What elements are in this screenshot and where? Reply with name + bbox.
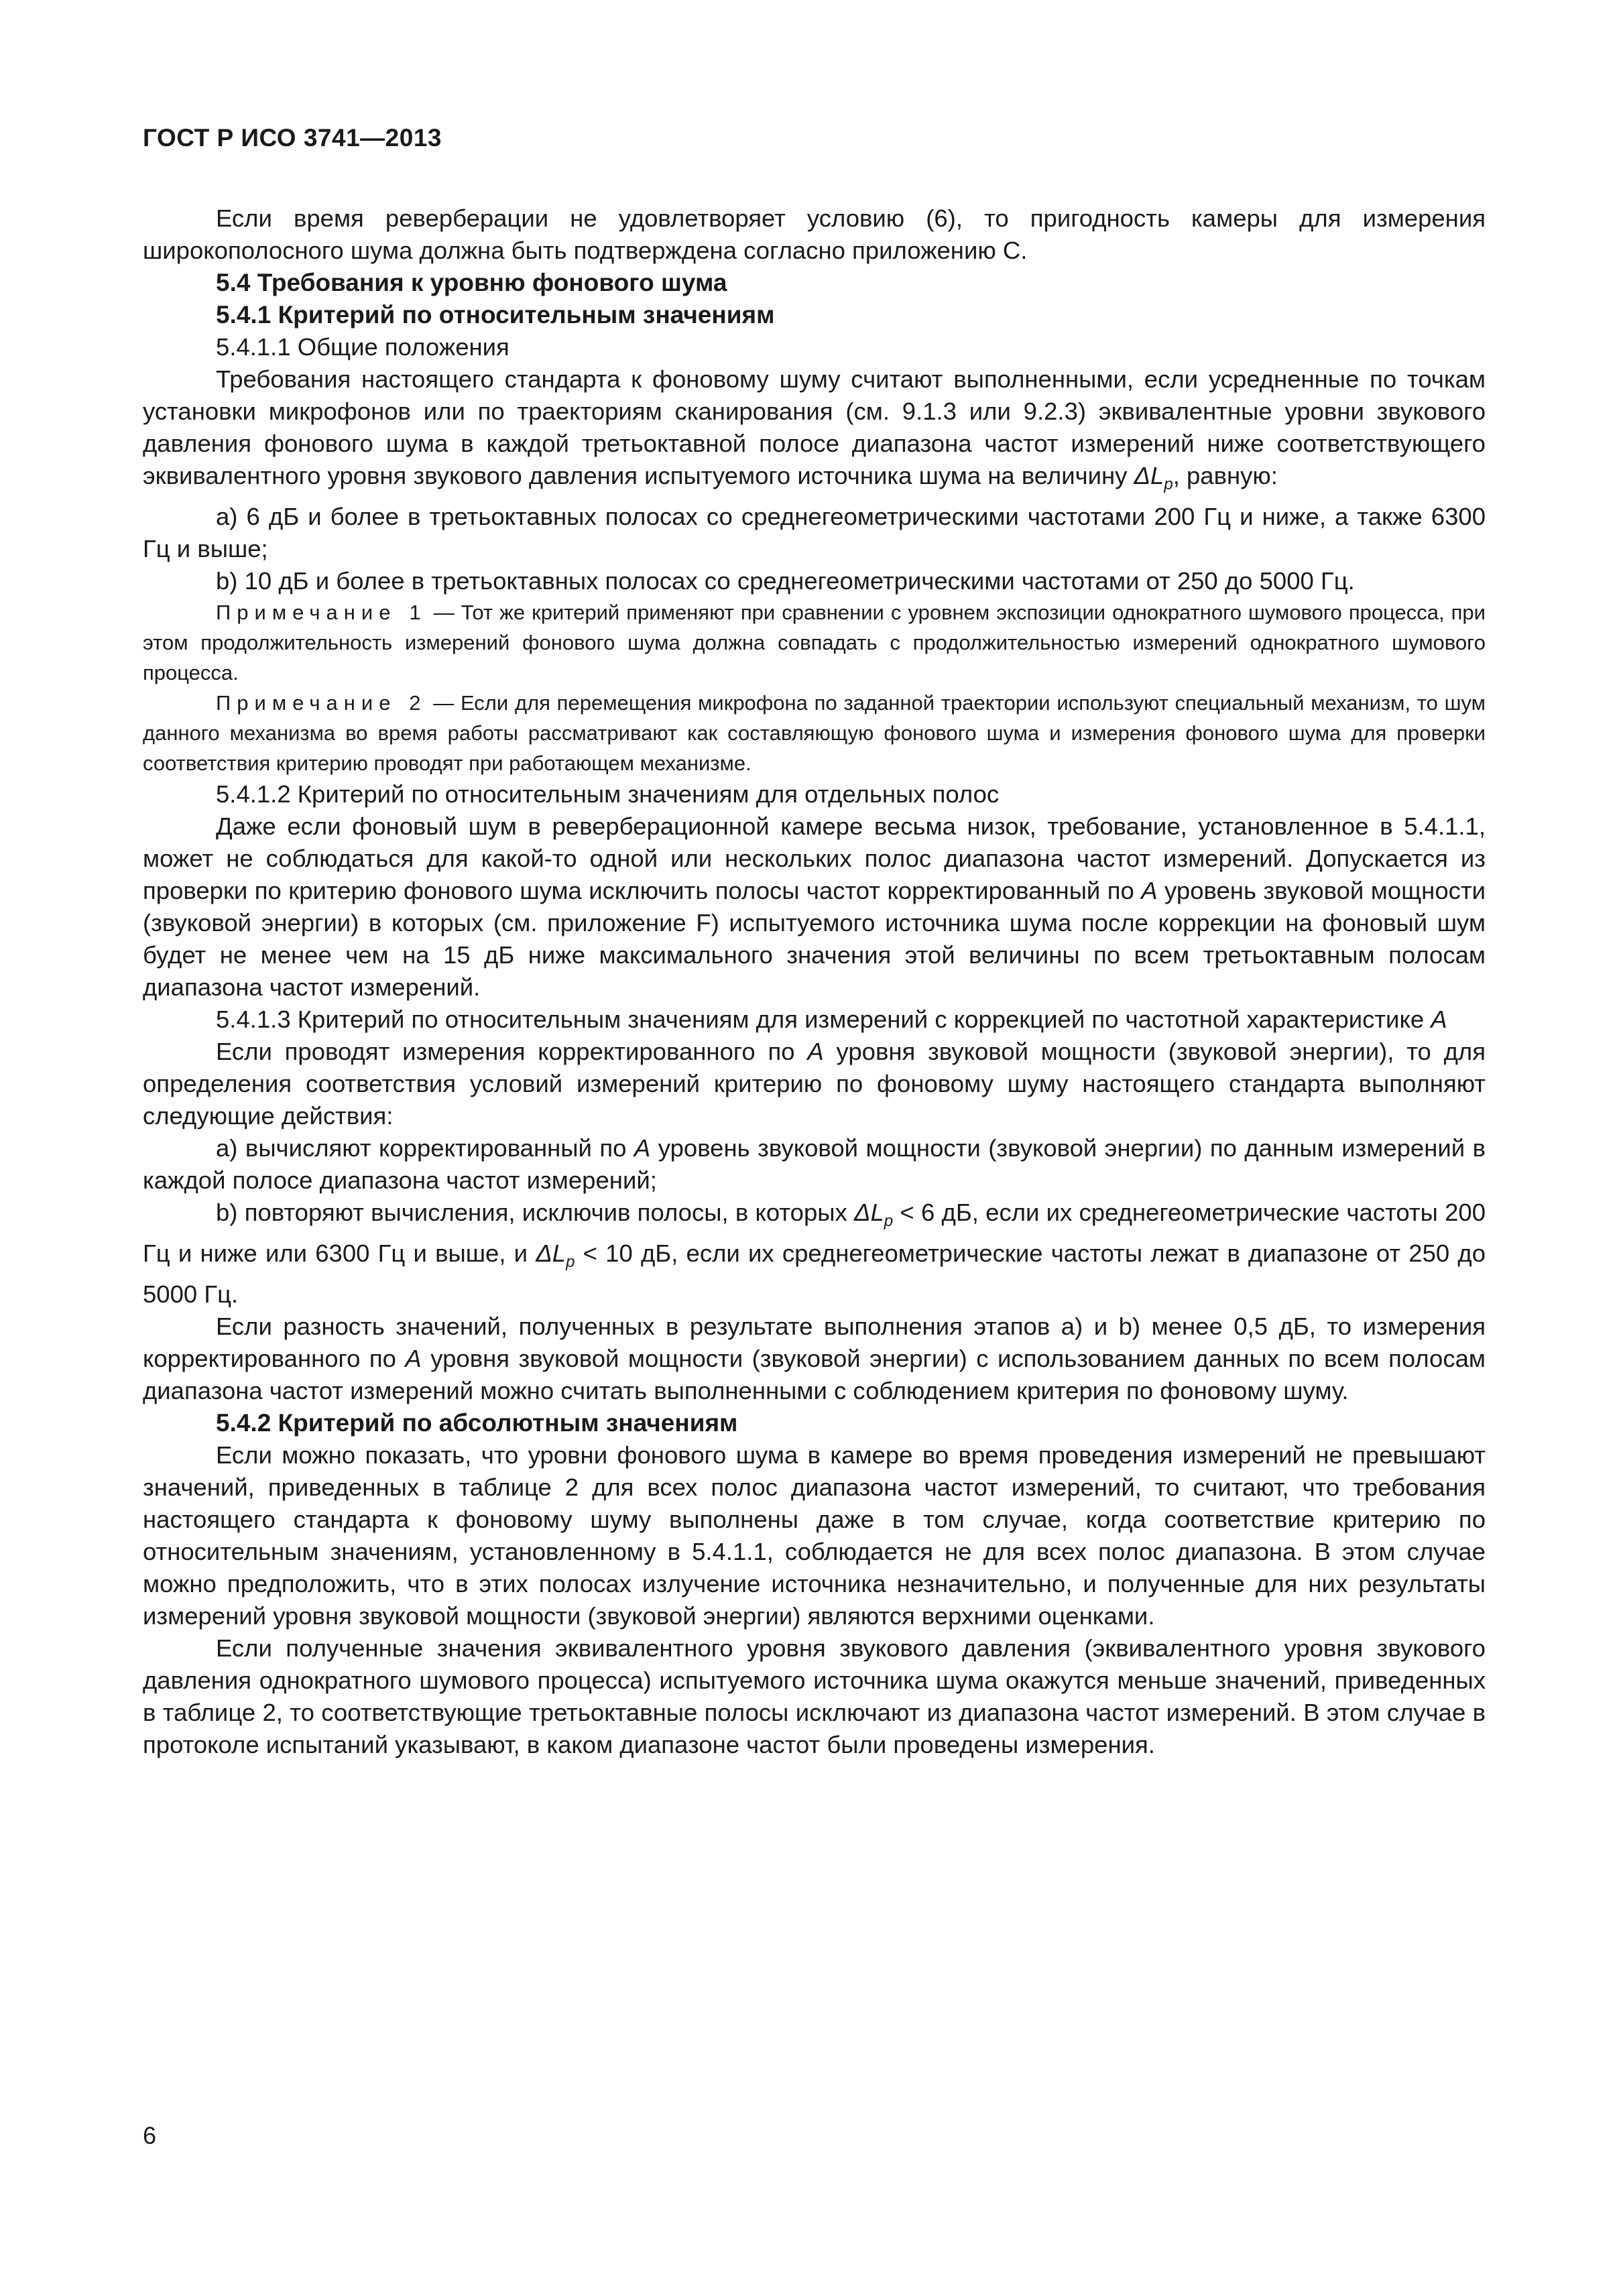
step-b-delta-lp-2: ΔL [536, 1240, 566, 1267]
step-b-subscript-1: p [884, 1212, 894, 1230]
note-1 [143, 597, 1486, 688]
delta-lp-subscript: p [1164, 475, 1173, 493]
difference-paragraph [143, 1311, 1486, 1407]
list-item-b: b) 10 дБ и более в третьоктавных полосах со среднегеометрическими частотами от 250 до 5000 Гц. [216, 567, 1355, 595]
page-number: 6 [143, 2122, 157, 2149]
requirements-text: Требования настоящего стандарта к фоновому шуму считают выполненными, если усредненные по точкам установки микрофонов или по траекториям сканирования (см. 9.1.3 или 9.2.3) эквивалентные уровни звукового давления фонового шума в каждой третьоктавной полосе диапазона частот измерений ниже соответствующего эквивалентного уровня звукового давления испытуемого источника шума на величину [143, 365, 1486, 489]
standard-header: ГОСТ Р ИСО 3741—2013 [143, 124, 442, 152]
step-a-a-weighting: А [634, 1134, 651, 1162]
correction-a-weighting: А [807, 1038, 824, 1065]
step-b [143, 1197, 1486, 1311]
section-5-4-2-heading: 5.4.2 Критерий по абсолютным значениям [216, 1409, 738, 1437]
step-b-text-1: b) повторяют вычисления, исключив полосы, в которых [216, 1199, 854, 1226]
section-5-4-1-3-text: 5.4.1.3 Критерий по относительным значениям для измерений с коррекцией по частотной характеристике [216, 1006, 1431, 1033]
step-b-text-3: < 10 дБ, если их среднегеометрические частоты лежат в диапазоне от 250 до 5000 Гц. [143, 1240, 1486, 1308]
section-5-4-1-1-heading: 5.4.1.1 Общие положения [216, 333, 509, 361]
step-b-text-2: < 6 дБ, если их среднегеометрические частоты 200 Гц и ниже или 6300 Гц и выше, и [143, 1199, 1486, 1267]
step-a [143, 1132, 1486, 1197]
difference-text-2: уровня звуковой мощности (звуковой энергии) с использованием данных по всем полосам диапазона частот измерений можно считать выполненными с соблюдением критерия по фоновому шуму. [143, 1345, 1486, 1404]
bands-text-1: Даже если фоновый шум в реверберационной камере весьма низок, требование, установленное в 5.4.1.1, может не соблюдаться для какой-то одной или нескольких полос диапазона частот измерений. Допускается из проверки по критерию фонового шума исключить полосы частот корректированный по [143, 812, 1486, 904]
note-2-label: Примечание 2 [216, 691, 427, 715]
section-5-4-heading: 5.4 Требования к уровню фонового шума [216, 269, 727, 296]
list-item-a: а) 6 дБ и более в третьоктавных полосах со среднегеометрическими частотами 200 Гц и ниже, а также 6300 Гц и выше; [143, 503, 1486, 562]
section-5-4-1-heading: 5.4.1 Критерий по относительным значениям [216, 301, 775, 328]
note-2 [143, 688, 1486, 778]
requirements-tail: , равную: [1173, 462, 1278, 489]
note-1-label: Примечание 1 [216, 601, 427, 624]
reverb-paragraph: Если время реверберации не удовлетворяет условию (6), то пригодность камеры для измерения широкополосного шума должна быть подтверждена согласно приложению С. [143, 204, 1486, 264]
note-2-text: — Если для перемещения микрофона по заданной траектории используют специальный механизм, то шум данного механизма во время работы рассматривают как составляющую фонового шума и измерения фонового шума для проверки соответствия критерию проводят при работающем механизме. [143, 691, 1486, 775]
section-5-4-1-3-heading [143, 1004, 1486, 1036]
section-5-4-1-3-a-weighting: А [1431, 1006, 1447, 1033]
bands-a-weighting: А [1141, 877, 1158, 904]
bands-text-2: уровень звуковой мощности (звуковой энергии) в которых (см. приложение F) испытуемого источника шума после коррекции на фоновый шум будет не менее чем на 15 дБ ниже максимального значения этой величины по всем третьоктавным полосам диапазона частот измерений. [143, 877, 1486, 1001]
difference-text-1: Если разность значений, полученных в результате выполнения этапов а) и b) менее 0,5 дБ, то измерения корректированного по [143, 1313, 1486, 1372]
step-b-delta-lp-1: ΔL [854, 1199, 884, 1226]
page-body [143, 202, 1486, 1761]
step-b-subscript-2: p [566, 1253, 575, 1271]
step-a-text-1: а) вычисляют корректированный по [216, 1134, 634, 1162]
requirements-paragraph [143, 363, 1486, 501]
step-a-text-2: уровень звуковой мощности (звуковой энергии) по данным измерений в каждой полосе диапазона частот измерений; [143, 1134, 1486, 1194]
absolute-paragraph-1: Если можно показать, что уровни фонового шума в камере во время проведения измерений не превышают значений, приведенных в таблице 2 для всех полос диапазона частот измерений, то считают, что требования настоящего стандарта к фоновому шуму выполнены даже в том случае, когда соответствие критерию по относительным значениям, установленному в 5.4.1.1, соблюдается не для всех полос диапазона. В этом случае можно предположить, что в этих полосах излучение источника незначительно, и полученные для них результаты измерений уровня звуковой мощности (звуковой энергии) являются верхними оценками. [143, 1441, 1486, 1630]
absolute-paragraph-2: Если полученные значения эквивалентного уровня звукового давления (эквивалентного уровня звукового давления однократного шумового процесса) испытуемого источника шума окажутся меньше значений, приведенных в таблице 2, то соответствующие третьоктавные полосы исключают из диапазона частот измерений. В этом случае в протоколе испытаний указывают, в каком диапазоне частот были проведены измерения. [143, 1634, 1486, 1758]
correction-text-1: Если проводят измерения корректированного по [216, 1038, 808, 1065]
correction-text-2: уровня звуковой мощности (звуковой энергии), то для определения соответствия условий измерений критерию по фоновому шуму настоящего стандарта выполняют следующие действия: [143, 1038, 1486, 1130]
correction-paragraph [143, 1036, 1486, 1132]
bands-paragraph [143, 810, 1486, 1004]
difference-a-weighting: А [405, 1345, 422, 1372]
note-1-text: — Тот же критерий применяют при сравнении с уровнем экспозиции однократного шумового процесса, при этом продолжительность измерений фонового шума должна совпадать с продолжительностью измерений однократного шумового процесса. [143, 601, 1486, 684]
delta-lp-symbol: ΔL [1134, 462, 1164, 489]
section-5-4-1-2-heading: 5.4.1.2 Критерий по относительным значениям для отдельных полос [216, 780, 1000, 808]
